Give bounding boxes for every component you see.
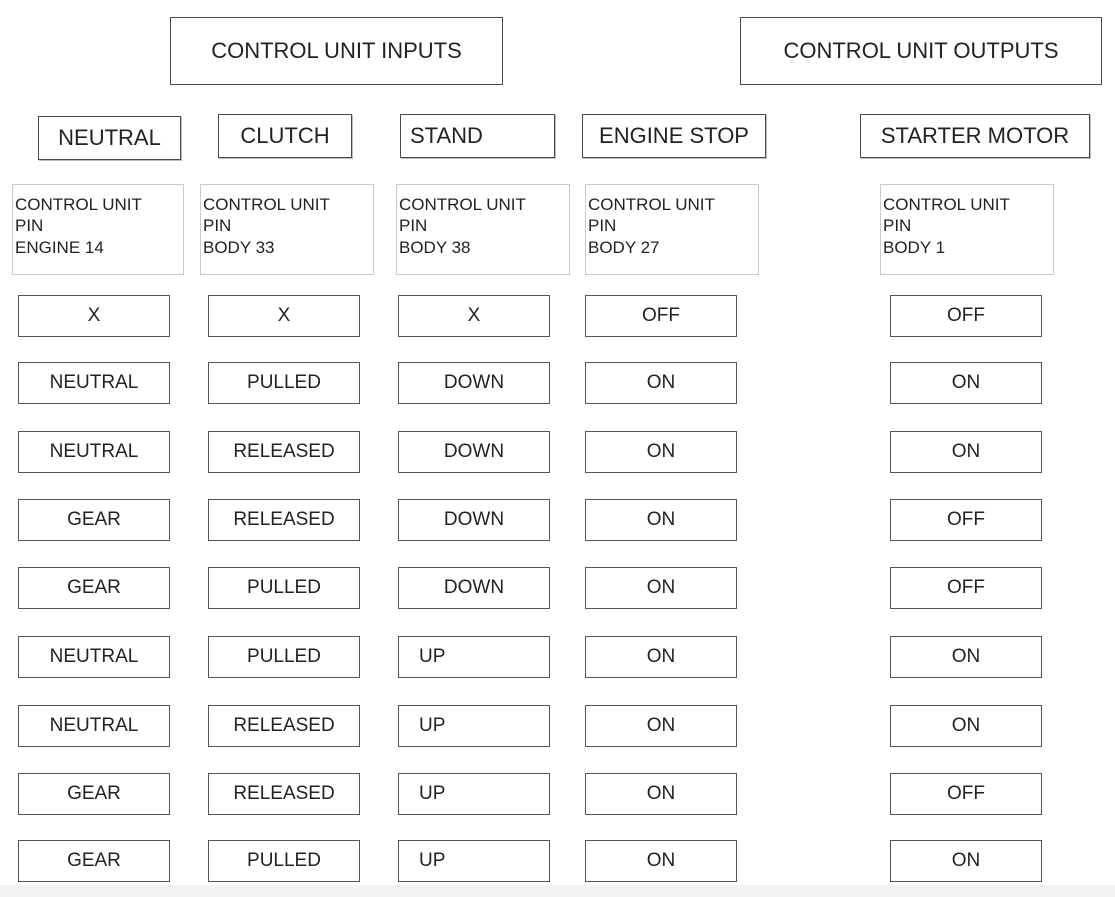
- stand-state-cell: DOWN: [398, 567, 550, 609]
- stand-header: STAND: [400, 114, 555, 158]
- control-unit-inputs-title: CONTROL UNIT INPUTS: [170, 17, 503, 85]
- clutch-header: CLUTCH: [218, 114, 352, 158]
- pin-line: BODY 38: [399, 237, 471, 257]
- clutch-state-cell: RELEASED: [208, 499, 360, 541]
- pin-line: PIN: [15, 216, 44, 236]
- pin-line: PIN: [203, 216, 232, 236]
- engine-stop-state-cell: ON: [585, 362, 737, 404]
- starter-motor-state-cell: OFF: [890, 567, 1042, 609]
- pin-line: BODY 1: [883, 237, 946, 257]
- pin-line: PIN: [588, 216, 617, 236]
- engine-stop-state-cell: ON: [585, 499, 737, 541]
- engine-stop-pin-box: [585, 184, 759, 275]
- starter-motor-state-cell: ON: [890, 705, 1042, 747]
- neutral-state-cell: GEAR: [18, 499, 170, 541]
- neutral-state-cell: NEUTRAL: [18, 636, 170, 678]
- starter-motor-state-cell: OFF: [890, 773, 1042, 815]
- stand-state-cell: DOWN: [398, 362, 550, 404]
- clutch-state-cell: PULLED: [208, 840, 360, 882]
- pin-line: CONTROL UNIT: [15, 195, 142, 214]
- clutch-state-cell: RELEASED: [208, 431, 360, 473]
- clutch-pin-box: [200, 184, 374, 275]
- starter-motor-state-cell: OFF: [890, 295, 1042, 337]
- neutral-header: NEUTRAL: [38, 116, 181, 160]
- clutch-state-cell: RELEASED: [208, 773, 360, 815]
- starter-motor-state-cell: ON: [890, 636, 1042, 678]
- pin-line: BODY 27: [588, 237, 660, 257]
- starter-motor-state-cell: ON: [890, 840, 1042, 882]
- engine-stop-state-cell: ON: [585, 840, 737, 882]
- starter-motor-state-cell: OFF: [890, 499, 1042, 541]
- engine-stop-state-cell: ON: [585, 636, 737, 678]
- starter-motor-pin-box: [880, 184, 1054, 275]
- neutral-state-cell: X: [18, 295, 170, 337]
- pin-line: CONTROL UNIT: [588, 195, 715, 214]
- neutral-pin-box: [12, 184, 184, 275]
- stand-state-cell: UP: [398, 705, 550, 747]
- control-unit-outputs-title: CONTROL UNIT OUTPUTS: [740, 17, 1102, 85]
- pin-line: CONTROL UNIT: [399, 195, 526, 214]
- pin-line: ENGINE 14: [15, 237, 104, 257]
- stand-state-cell: DOWN: [398, 431, 550, 473]
- stand-state-cell: UP: [398, 840, 550, 882]
- pin-line: CONTROL UNIT: [883, 195, 1010, 214]
- pin-line: CONTROL UNIT: [203, 195, 330, 214]
- starter-motor-state-cell: ON: [890, 362, 1042, 404]
- stand-state-cell: UP: [398, 773, 550, 815]
- clutch-state-cell: RELEASED: [208, 705, 360, 747]
- pin-line: BODY 33: [203, 237, 275, 257]
- engine-stop-state-cell: ON: [585, 431, 737, 473]
- neutral-state-cell: GEAR: [18, 773, 170, 815]
- neutral-state-cell: NEUTRAL: [18, 362, 170, 404]
- engine-stop-state-cell: OFF: [585, 295, 737, 337]
- starter-motor-header: STARTER MOTOR: [860, 114, 1090, 158]
- pin-line: PIN: [399, 216, 428, 236]
- engine-stop-state-cell: ON: [585, 705, 737, 747]
- clutch-state-cell: PULLED: [208, 362, 360, 404]
- stand-state-cell: DOWN: [398, 499, 550, 541]
- engine-stop-header: ENGINE STOP: [582, 114, 766, 158]
- clutch-state-cell: PULLED: [208, 636, 360, 678]
- clutch-state-cell: X: [208, 295, 360, 337]
- stand-pin-box: [396, 184, 570, 275]
- neutral-state-cell: NEUTRAL: [18, 431, 170, 473]
- engine-stop-state-cell: ON: [585, 567, 737, 609]
- engine-stop-state-cell: ON: [585, 773, 737, 815]
- stand-state-cell: X: [398, 295, 550, 337]
- neutral-state-cell: GEAR: [18, 567, 170, 609]
- clutch-state-cell: PULLED: [208, 567, 360, 609]
- stand-state-cell: UP: [398, 636, 550, 678]
- bottom-edge: [0, 885, 1115, 897]
- neutral-state-cell: GEAR: [18, 840, 170, 882]
- pin-line: PIN: [883, 216, 912, 236]
- starter-motor-state-cell: ON: [890, 431, 1042, 473]
- neutral-state-cell: NEUTRAL: [18, 705, 170, 747]
